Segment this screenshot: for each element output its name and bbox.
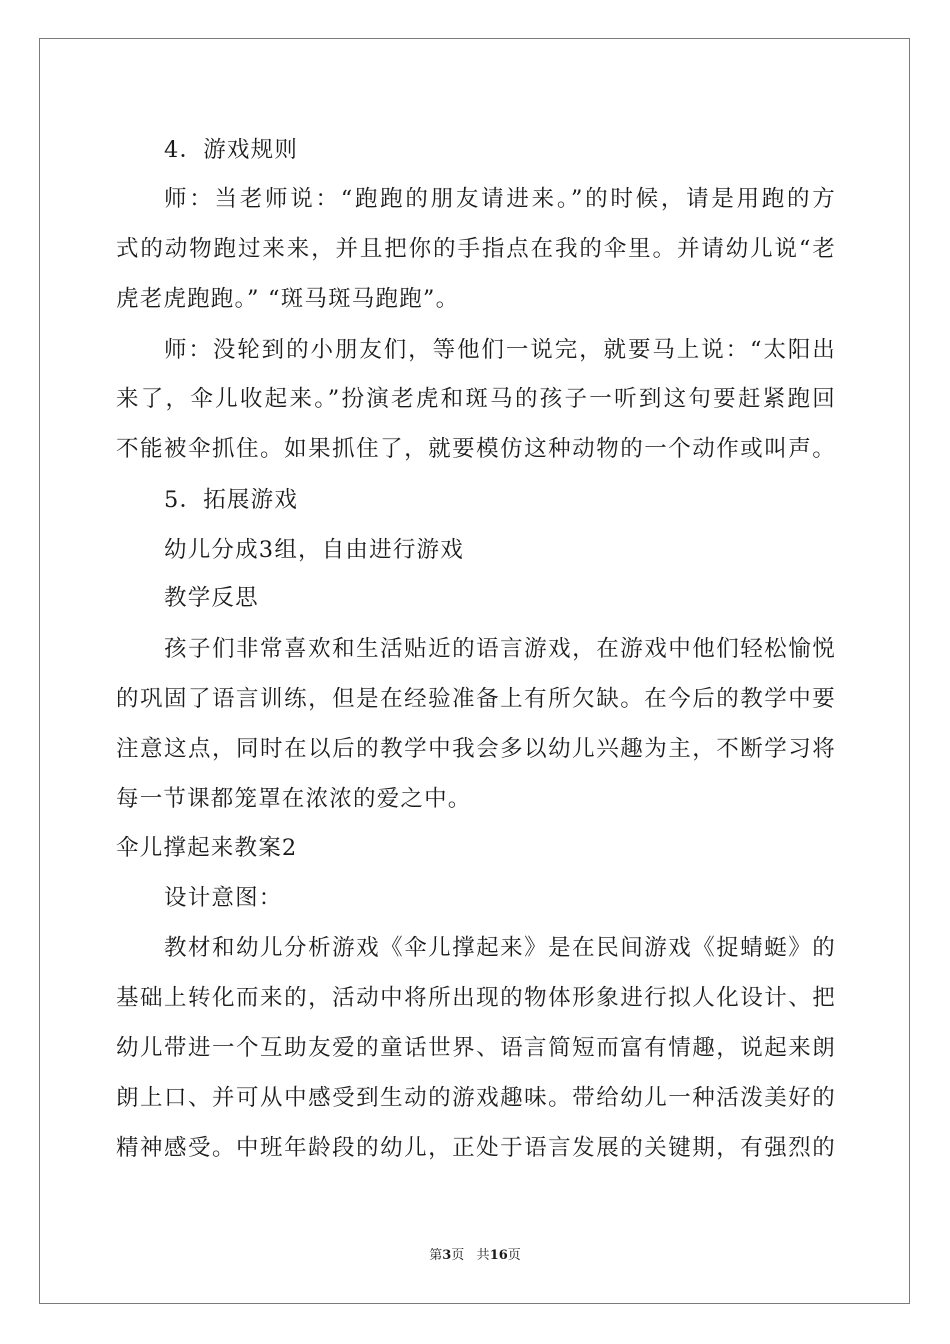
paragraph-line: 来了，伞儿收起来。”扮演老虎和斑马的孩子一听到这句要赶紧跑回 xyxy=(116,386,836,412)
paragraph-line: 师：当老师说：“跑跑的朋友请进来。”的时候，请是用跑的方 xyxy=(164,186,836,212)
paragraph-line: 精神感受。中班年龄段的幼儿，正处于语言发展的关键期，有强烈的 xyxy=(116,1135,836,1161)
paragraph-line: 朗上口、并可从中感受到生动的游戏趣味。带给幼儿一种活泼美好的 xyxy=(116,1085,836,1111)
paragraph-line: 虎老虎跑跑。” “斑马斑马跑跑”。 xyxy=(116,286,460,312)
footer-total-prefix: 共 xyxy=(476,1248,490,1263)
paragraph-line: 每一节课都笼罩在浓浓的爱之中。 xyxy=(116,786,472,812)
section-heading-reflection: 教学反思 xyxy=(164,585,259,611)
paragraph-line: 孩子们非常喜欢和生活贴近的语言游戏，在游戏中他们轻松愉悦 xyxy=(164,636,836,662)
footer-page-suffix: 页 xyxy=(451,1248,465,1263)
page-footer xyxy=(0,1247,950,1265)
section-heading-design-intent: 设计意图： xyxy=(164,885,283,911)
paragraph-line: 教材和幼儿分析游戏《伞儿撑起来》是在民间游戏《捉蜻蜓》的 xyxy=(164,935,836,961)
paragraph-line: 幼儿分成3组，自由进行游戏 xyxy=(164,537,464,563)
current-page-number: 3 xyxy=(442,1248,452,1263)
paragraph-line: 基础上转化而来的，活动中将所出现的物体形象进行拟人化设计、把 xyxy=(116,985,836,1011)
section-heading-game-rules: 4．游戏规则 xyxy=(164,137,299,163)
paragraph-line: 注意这点，同时在以后的教学中我会多以幼儿兴趣为主，不断学习将 xyxy=(116,736,836,762)
total-pages-number: 16 xyxy=(489,1248,508,1263)
lesson-plan-title: 伞儿撑起来教案2 xyxy=(116,835,298,861)
paragraph-line: 师：没轮到的小朋友们，等他们一说完，就要马上说：“太阳出 xyxy=(164,337,836,363)
footer-prefix: 第 xyxy=(429,1248,443,1263)
paragraph-line: 幼儿带进一个互助友爱的童话世界、语言简短而富有情趣，说起来朗 xyxy=(116,1035,836,1061)
footer-total-suffix: 页 xyxy=(507,1248,521,1263)
paragraph-line: 不能被伞抓住。如果抓住了，就要模仿这种动物的一个动作或叫声。 xyxy=(116,436,836,462)
section-heading-extension-game: 5．拓展游戏 xyxy=(164,487,299,513)
page-border xyxy=(39,38,910,1304)
paragraph-line: 的巩固了语言训练，但是在经验准备上有所欠缺。在今后的教学中要 xyxy=(116,686,836,712)
paragraph-line: 式的动物跑过来来，并且把你的手指点在我的伞里。并请幼儿说“老 xyxy=(116,236,836,262)
